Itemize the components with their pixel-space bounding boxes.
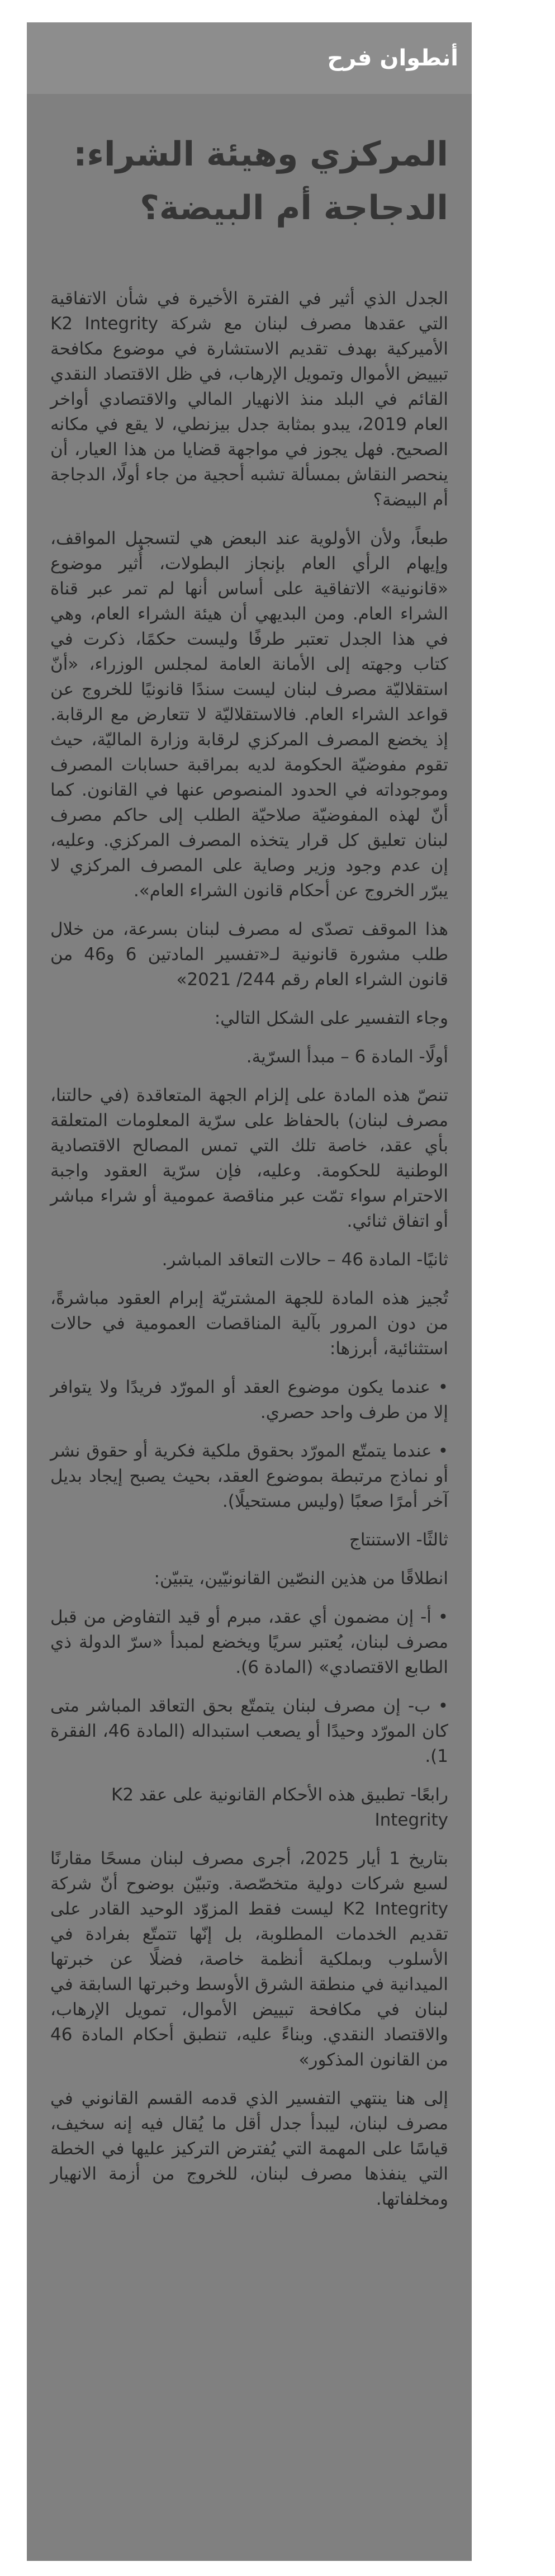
section-heading-second: ثانيًا- المادة 46 – حالات التعاقد المباشر. — [162, 1250, 448, 1270]
author-name[interactable]: أنطوان فرح — [327, 45, 458, 71]
bullet-item: • ب- إن مصرف لبنان يتمتّع بحق التعاقد المباشر متى كان المورّد وحيدًا أو يصعب استبداله (المادة 46، الفقرة 1). — [50, 1696, 448, 1766]
article-paragraph: تنصّ هذه المادة على إلزام الجهة المتعاقدة (في حالتنا، مصرف لبنان) بالحفاظ على سرّية المعلومات المتعلقة بأي عقد، خاصة تلك التي تمس المصالح الاقتصادية الوطنية للحكومة. وعليه، فإن سرّية العقود واجبة الاحترام سواء تمّت عبر مناقصة عمومية أو شراء مباشر أو اتفاق ثنائي. — [50, 1085, 448, 1231]
section-heading-fourth: رابعًا- تطبيق هذه الأحكام القانونية على عقد K2 Integrity — [111, 1785, 448, 1830]
article-paragraph: طبعاً، ولأن الأولوية عند البعض هي لتسجيل المواقف، وإيهام الرأي العام بإنجاز البطولات، أُثير موضوع «قانونية» الاتفاقية على أساس أنها لم تمر عبر قناة الشراء العام. ومن البديهي أن هيئة الشراء العام، وهي في هذا الجدل تعتبر طرفًا وليست حكمًا، ذكرت في كتاب وجهته إلى الأمانة العامة لمجلس الوزراء، «أنّ استقلاليّة مصرف لبنان ليست سندًا قانونيًا للخروج عن قواعد الشراء العام. فالاستقلاليّة لا تتعارض مع الرقابة. إذ يخضع المصرف المركزي لرقابة وزارة الماليّة، حيث تقوم مفوضيّة الحكومة لديه بمراقبة حسابات المصرف وموجوداته في الحدود المنصوص عنها في القانون. كما أنّ لهذه المفوضيّة صلاحيّة الطلب إلى حاكم مصرف لبنان تعليق كل قرار يتخذه المصرف المركزي. وعليه، إن عدم وجود وزير وصاية على المصرف المركزي لا يبرّر الخروج عن أحكام قانون الشراء العام». — [50, 528, 448, 901]
section-heading-first: أولًا- المادة 6 – مبدأ السرّية. — [246, 1047, 448, 1067]
article-paragraph: بتاريخ 1 أيار 2025، أجرى مصرف لبنان مسحًا مقارنًا لسبع شركات دولية متخصّصة. وتبيّن بوضوح أنّ شركة K2 Integrity ليست فقط المزوّد الوحيد القادر على تقديم الخدمات المطلوبة، بل إنّها تتمتّع بفرادة في الأسلوب وبملكية أنظمة خاصة، فضلًا عن خبرتها الميدانية في منطقة الشرق الأوسط وخبرتها السابقة في لبنان في مكافحة تبييض الأموال، تمويل الإرهاب، والاقتصاد النقدي. وبناءً عليه، تنطبق أحكام المادة 46 من القانون المذكور» — [50, 1849, 448, 2070]
bullet-item: • أ- إن مضمون أي عقد، مبرم أو قيد التفاوض من قبل مصرف لبنان، يُعتبر سريًا ويخضع لمبدأ «سرّ الدولة ذي الطابع الاقتصادي» (المادة 6). — [50, 1607, 448, 1677]
bullet-item: • عندما يتمتّع المورّد بحقوق ملكية فكرية أو حقوق نشر أو نماذج مرتبطة بموضوع العقد، بحيث يصبح إيجاد بديل آخر أمرًا صعبًا (وليس مستحيلًا). — [50, 1441, 448, 1511]
article-title: المركزي وهيئة الشراء: الدجاجة أم البيضة؟ — [73, 135, 448, 228]
article-paragraph: إلى هنا ينتهي التفسير الذي قدمه القسم القانوني في مصرف لبنان، ليبدأ جدل أقل ما يُقال فيه إنه سخيف، قياسًا على المهمة التي يُفترض التركيز عليها في الخطة التي ينفذها مصرف لبنان، للخروج من أزمة الانهيار ومخلفاتها. — [50, 2088, 448, 2209]
article-paragraph: وجاء التفسير على الشكل التالي: — [214, 1008, 448, 1028]
article-paragraph: تُجيز هذه المادة للجهة المشتريّة إبرام العقود مباشرةً، من دون المرور بآلية المناقصات العمومية في حالات استثنائية، أبرزها: — [50, 1288, 448, 1359]
article-paragraph: هذا الموقف تصدّى له مصرف لبنان بسرعة، من خلال طلب مشورة قانونية لـ«تفسير المادتين 6 و46 من قانون الشراء العام رقم 244/ 2021» — [50, 919, 448, 990]
article-content — [27, 94, 472, 2212]
author-bar — [27, 22, 472, 94]
section-heading-third: ثالثًا- الاستنتاج — [349, 1530, 448, 1550]
article-card — [27, 22, 472, 2561]
article-paragraph: الجدل الذي أثير في الفترة الأخيرة في شأن الاتفاقية التي عقدها مصرف لبنان مع شركة K2 Integrity الأميركية بهدف تقديم الاستشارة في موضوع مكافحة تبييض الأموال وتمويل الإرهاب، في ظل الاقتصاد النقدي القائم في البلد منذ الانهيار المالي والاقتصادي أواخر العام 2019، يبدو بمثابة جدل بيزنطي، لا يقع في مكانه الصحيح. فهل يجوز في مواجهة قضايا من هذا العيار، أن ينحصر النقاش بمسألة تشبه أحجية من جاء أولًا، الدجاجة أم البيضة؟ — [50, 289, 448, 510]
article-paragraph: انطلاقًا من هذين النصّين القانونيّين، يتبيّن: — [154, 1568, 448, 1589]
bullet-item: • عندما يكون موضوع العقد أو المورّد فريدًا ولا يتوافر إلا من طرف واحد حصري. — [50, 1377, 448, 1422]
